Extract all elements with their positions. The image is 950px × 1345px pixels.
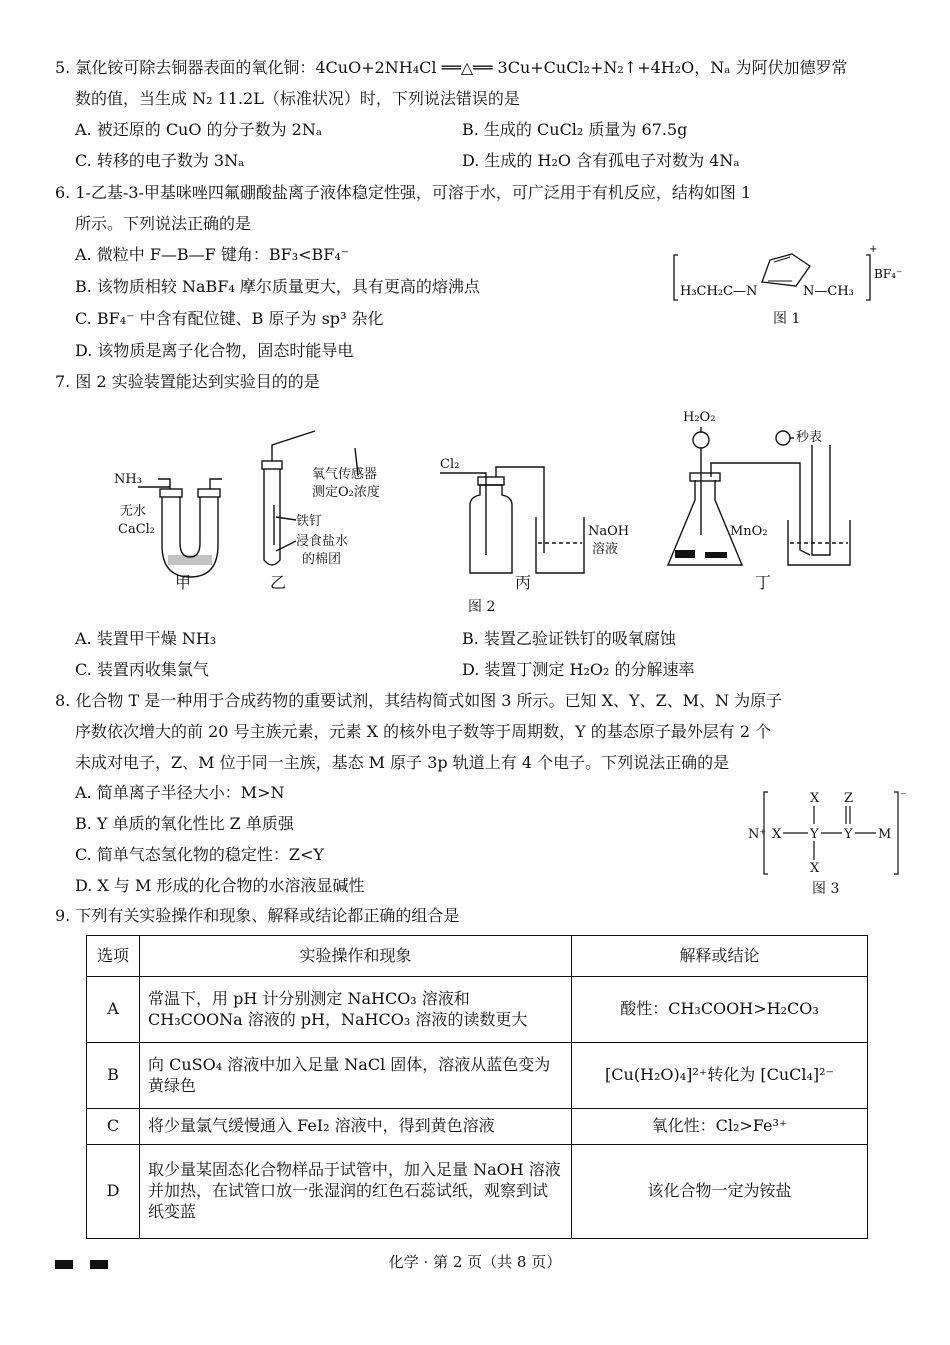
q6-option-b: B. 该物质相较 NaBF₄ 摩尔质量更大，具有更高的熔沸点 bbox=[75, 277, 480, 296]
figure-1-structure bbox=[670, 240, 910, 310]
row-option: A bbox=[87, 977, 140, 1043]
row-operation: 将少量氯气缓慢通入 FeI₂ 溶液中，得到黄色溶液 bbox=[140, 1109, 572, 1145]
table-header-row bbox=[87, 936, 868, 977]
q6-option-c: C. BF₄⁻ 中含有配位键、B 原子为 sp³ 杂化 bbox=[75, 309, 384, 328]
fig3-z: Z bbox=[844, 791, 854, 806]
q5-option-b: B. 生成的 CuCl₂ 质量为 67.5g bbox=[462, 120, 688, 139]
figure-3-caption: 图 3 bbox=[812, 881, 840, 897]
q8-stem-line3: 未成对电子，Z、M 位于同一主族，基态 M 原子 3p 轨道上有 4 个电子。下列说法正确的是 bbox=[75, 753, 730, 772]
row-conclusion: 酸性：CH₃COOH>H₂CO₃ bbox=[572, 977, 868, 1043]
ding-timer-label: 秒表 bbox=[796, 430, 823, 445]
q5-stem-line2: 数的值，当生成 N₂ 11.2L（标准状况）时，下列说法错误的是 bbox=[75, 89, 520, 108]
row-conclusion: 氧化性：Cl₂>Fe³⁺ bbox=[572, 1109, 868, 1145]
table-row bbox=[87, 1145, 868, 1239]
q9-options-table bbox=[86, 935, 868, 1239]
header-operation: 实验操作和现象 bbox=[140, 936, 572, 977]
q8-stem-line1: 8. 化合物 T 是一种用于合成药物的重要试剂，其结构简式如图 3 所示。已知 X、Y、Z、M、N 为原子 bbox=[55, 691, 783, 710]
yi-sensor-label1: 氧气传感器 bbox=[312, 467, 378, 482]
apparatus-jia-label: 甲 bbox=[175, 573, 192, 592]
q5-stem-line1: 5. 氯化铵可除去铜器表面的氧化铜：4CuO+2NH₄Cl ══△══ 3Cu+CuCl₂+N₂↑+4H₂O，Nₐ 为阿伏加德罗常 bbox=[55, 58, 848, 77]
q8-option-d: D. X 与 M 形成的化合物的水溶液显碱性 bbox=[75, 876, 365, 895]
q8-option-c: C. 简单气态氢化物的稳定性：Z<Y bbox=[75, 845, 324, 864]
header-option: 选项 bbox=[87, 936, 140, 977]
yi-sensor-label2: 测定O₂浓度 bbox=[312, 485, 380, 500]
row-operation: 向 CuSO₄ 溶液中加入足量 NaCl 固体，溶液从蓝色变为黄绿色 bbox=[140, 1043, 572, 1109]
q5-option-d: D. 生成的 H₂O 含有孤电子对数为 4Nₐ bbox=[462, 151, 740, 170]
figure-3-structure bbox=[742, 788, 912, 880]
header-conclusion: 解释或结论 bbox=[572, 936, 868, 977]
row-operation: 取少量某固态化合物样品于试管中，加入足量 NaOH 溶液并加热，在试管口放一张湿润的红色石蕊试纸，观察到试纸变蓝 bbox=[140, 1145, 572, 1239]
q8-option-b: B. Y 单质的氧化性比 Z 单质强 bbox=[75, 814, 294, 833]
yi-nail-label: 铁钉 bbox=[296, 514, 323, 529]
fig3-m: M bbox=[878, 827, 892, 842]
q6-stem-line2: 所示。下列说法正确的是 bbox=[75, 214, 252, 233]
table-row bbox=[87, 1043, 868, 1109]
q7-option-b: B. 装置乙验证铁钉的吸氧腐蚀 bbox=[462, 629, 676, 648]
row-option: D bbox=[87, 1145, 140, 1239]
fig3-cation: N⁺ bbox=[748, 827, 767, 842]
fig3-x-top: X bbox=[810, 791, 820, 806]
jia-desiccant-label2: CaCl₂ bbox=[118, 522, 156, 537]
yi-cotton-label1: 浸食盐水 bbox=[296, 534, 349, 549]
fig1-right-group: N—CH₃ bbox=[803, 284, 854, 299]
q7-option-a: A. 装置甲干燥 NH₃ bbox=[75, 629, 217, 648]
q7-stem: 7. 图 2 实验装置能达到实验目的的是 bbox=[55, 372, 320, 391]
q6-stem-line1: 6. 1-乙基-3-甲基咪唑四氟硼酸盐离子液体稳定性强，可溶于水，可广泛用于有机反应，结构如图 1 bbox=[55, 183, 752, 202]
q8-stem-line2: 序数依次增大的前 20 号主族元素，元素 X 的核外电子数等于周期数，Y 的基态原子最外层有 2 个 bbox=[75, 722, 772, 741]
figure-2-apparatus bbox=[100, 405, 880, 600]
bing-solution-label1: NaOH bbox=[588, 524, 630, 539]
jia-desiccant-label1: 无水 bbox=[120, 504, 147, 519]
figure-1-caption: 图 1 bbox=[773, 311, 801, 327]
q7-option-d: D. 装置丁测定 H₂O₂ 的分解速率 bbox=[462, 660, 695, 679]
svg-text:+: + bbox=[869, 244, 878, 255]
q9-stem: 9. 下列有关实验操作和现象、解释或结论都正确的组合是 bbox=[55, 906, 460, 925]
apparatus-ding-label: 丁 bbox=[755, 573, 772, 592]
fig3-y1: Y bbox=[810, 827, 819, 842]
ding-reagent-label: H₂O₂ bbox=[683, 410, 716, 425]
fig1-anion: BF₄⁻ bbox=[874, 267, 903, 281]
jia-gas-label: NH₃ bbox=[114, 472, 142, 487]
row-conclusion: [Cu(H₂O)₄]²⁺转化为 [CuCl₄]²⁻ bbox=[572, 1043, 868, 1109]
bing-solution-label2: 溶液 bbox=[592, 542, 619, 557]
q6-option-d: D. 该物质是离子化合物，固态时能导电 bbox=[75, 341, 354, 360]
fig3-x-bottom: X bbox=[810, 861, 820, 876]
q5-option-a: A. 被还原的 CuO 的分子数为 2Nₐ bbox=[75, 120, 323, 139]
fig3-x-left: X bbox=[772, 827, 782, 842]
bing-gas-label: Cl₂ bbox=[440, 457, 460, 472]
row-option: B bbox=[87, 1043, 140, 1109]
q7-option-c: C. 装置丙收集氯气 bbox=[75, 660, 209, 679]
table-row bbox=[87, 977, 868, 1043]
row-option: C bbox=[87, 1109, 140, 1145]
page-footer: 化学 · 第 2 页（共 8 页） bbox=[388, 1253, 562, 1271]
q6-option-a: A. 微粒中 F—B—F 键角：BF₃<BF₄⁻ bbox=[75, 245, 350, 264]
table-row bbox=[87, 1109, 868, 1145]
fig1-left-group: H₃CH₂C—N bbox=[680, 284, 758, 299]
row-operation: 常温下，用 pH 计分别测定 NaHCO₃ 溶液和 CH₃COONa 溶液的 pH，NaHCO₃ 溶液的读数更大 bbox=[140, 977, 572, 1043]
yi-cotton-label2: 的棉团 bbox=[302, 552, 342, 567]
ding-catalyst-label: MnO₂ bbox=[730, 524, 768, 539]
q5-option-c: C. 转移的电子数为 3Nₐ bbox=[75, 151, 245, 170]
row-conclusion: 该化合物一定为铵盐 bbox=[572, 1145, 868, 1239]
apparatus-bing-label: 丙 bbox=[515, 573, 532, 592]
apparatus-yi-label: 乙 bbox=[270, 573, 287, 592]
fig3-charge: ⁻ bbox=[900, 789, 907, 804]
fig3-y2: Y bbox=[844, 827, 853, 842]
figure-2-caption: 图 2 bbox=[468, 599, 496, 615]
q8-option-a: A. 简单离子半径大小：M>N bbox=[75, 783, 285, 802]
